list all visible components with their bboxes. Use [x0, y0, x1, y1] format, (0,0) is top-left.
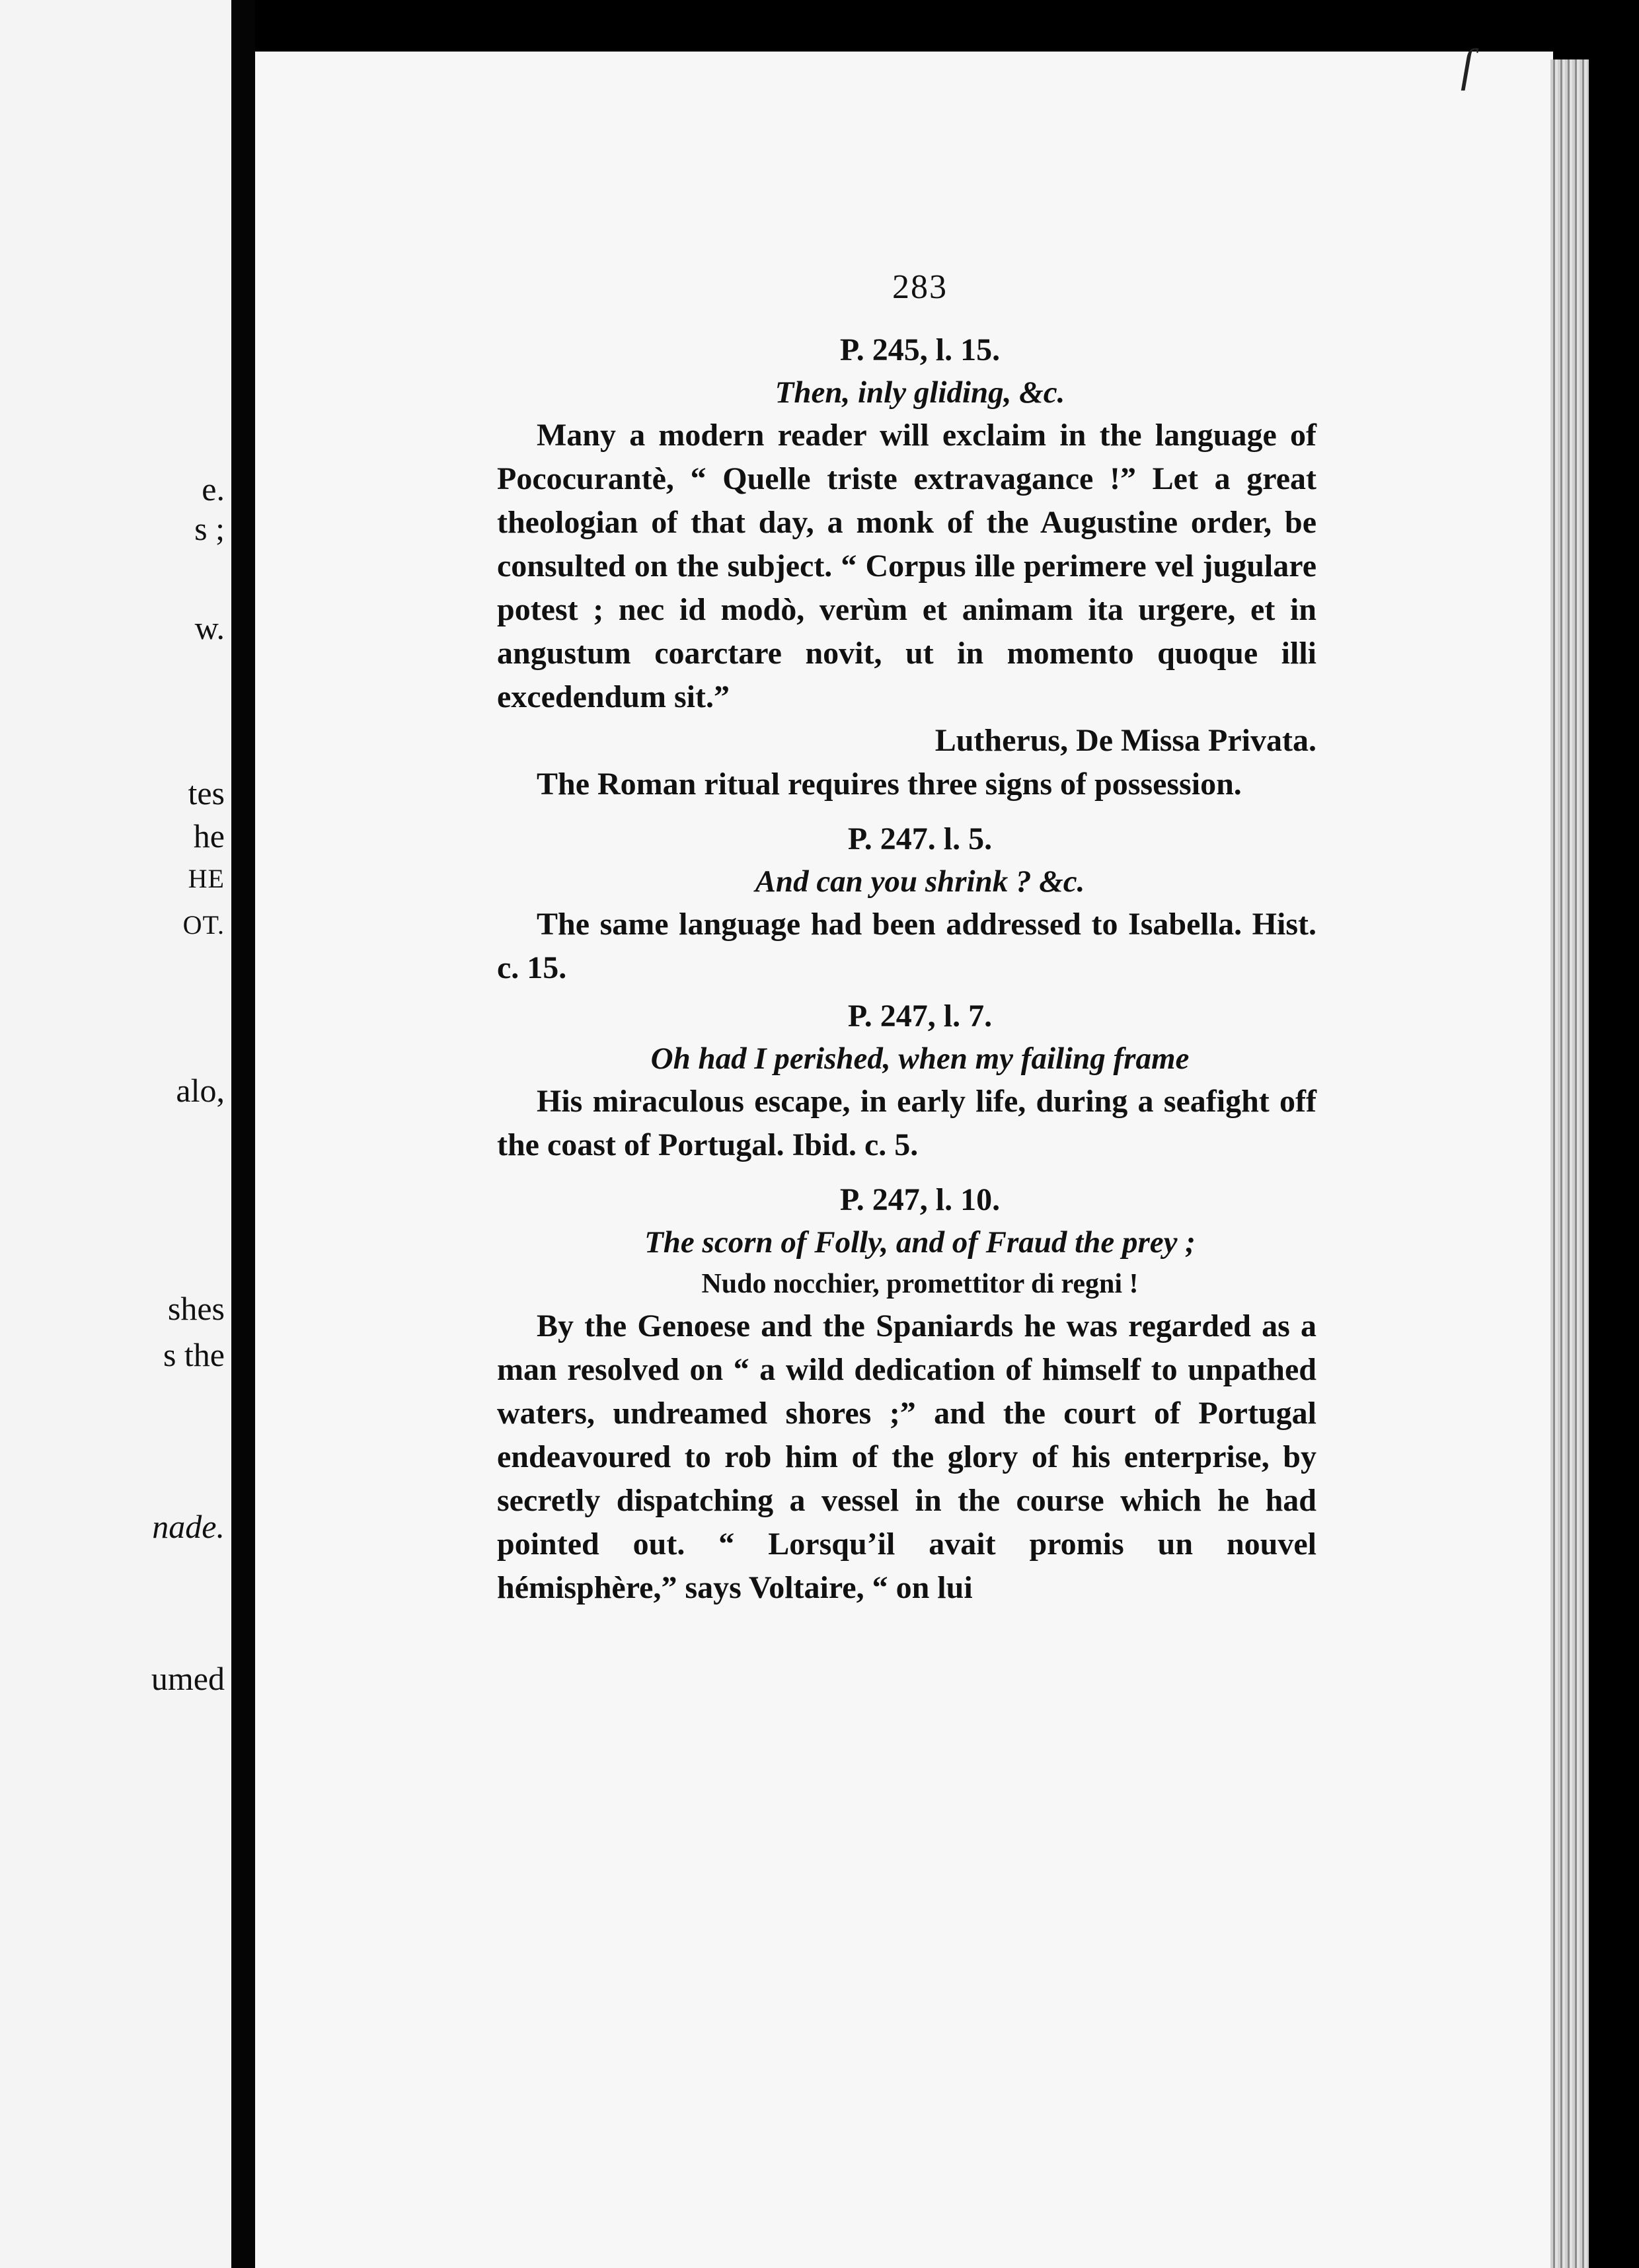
left-fragment: shes [167, 1290, 225, 1327]
note-reference: P. 247, l. 10. [839, 1182, 1001, 1217]
note-citation: Then, inly gliding, &c. [775, 375, 1065, 410]
book-gutter [231, 0, 255, 2268]
left-fragment: umed [151, 1660, 225, 1697]
page-edges [1550, 59, 1589, 2268]
note-paragraph: By the Genoese and the Spaniards he was regarded as a man resolved on “ a wild dedication of himself to unpathed waters, undreamed shores ;” and the court of Portugal endeavoured to rob him of the glory of his enterprise, by secretly dispatching a vessel in the course which he had pointed out. “ Lorsqu’il avait promis un nouvel hémisphère,” says Voltaire, “ on lui [497, 1308, 1316, 1605]
note-reference: P. 247, l. 7. [847, 999, 993, 1034]
note-citation: Oh had I perished, when my failing frame [650, 1041, 1190, 1076]
note-paragraph: The Roman ritual requires three signs of possession. [537, 767, 1242, 802]
left-fragment: s ; [194, 510, 225, 547]
facing-page-edge [0, 0, 231, 2268]
note-paragraph: The same language had been addressed to Isabella. Hist. c. 15. [497, 907, 1316, 985]
left-fragment: e. [202, 471, 225, 508]
left-fragment: tes [188, 775, 225, 812]
left-fragment: HE [188, 864, 225, 893]
note-citation: And can you shrink ? &c. [755, 864, 1085, 899]
corner-mark: ſ [1461, 40, 1474, 91]
left-fragment: alo, [176, 1072, 225, 1109]
left-fragment: nade. [152, 1508, 225, 1545]
left-fragment: w. [194, 609, 225, 646]
page-number: 283 [892, 268, 948, 306]
note-citation: The scorn of Folly, and of Fraud the prey ; [644, 1225, 1196, 1260]
verse-quotation: Nudo nocchier, promettitor di regni ! [701, 1269, 1139, 1299]
note-reference: P. 245, l. 15. [839, 332, 1001, 367]
left-fragment: s the [163, 1336, 225, 1373]
note-paragraph: Many a modern reader will exclaim in the language of Pococurantè, “ Quelle triste extravagance !” Let a great theologian of that day, a monk of the Augustine order, be consulted on the subject. “ Corpus ille perimere vel jugulare potest ; nec id modò, verùm et animam ita urgere, et in angustum coarctare novit, ut in momento quoque illi excedendum sit.” [497, 418, 1316, 714]
left-fragment: he [193, 817, 225, 854]
note-paragraph: His miraculous escape, in early life, during a seafight off the coast of Portugal. Ibid. c. 5. [497, 1084, 1316, 1162]
note-reference: P. 247. l. 5. [847, 821, 993, 856]
note-attribution: Lutherus, De Missa Privata. [934, 723, 1316, 758]
left-fragment: OT. [182, 910, 225, 940]
page-text [497, 264, 1316, 1610]
